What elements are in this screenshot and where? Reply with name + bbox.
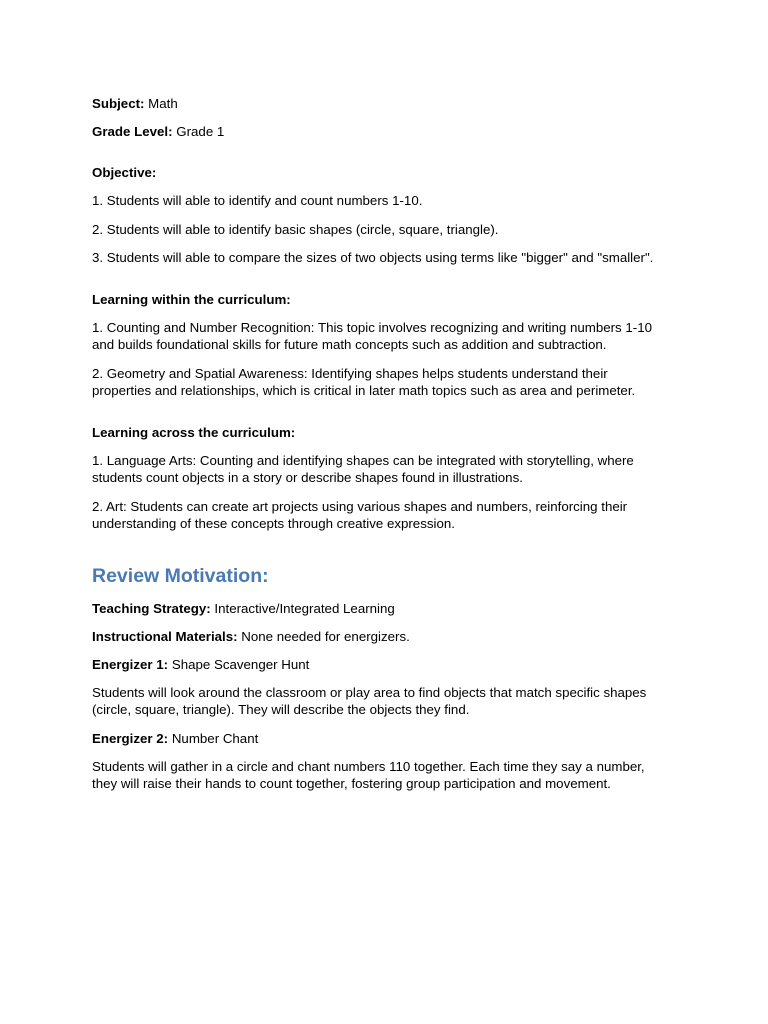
energizer-2-body: Students will gather in a circle and chant numbers 110 together. Each time they say a number, they will raise their hands to count together, fostering group participation and movement. [92, 758, 645, 791]
spacer [92, 544, 668, 564]
learning-within-heading: Learning within the curriculum: [92, 291, 291, 307]
objective-heading: Objective: [92, 165, 157, 180]
energizer-1-line [92, 656, 668, 673]
learning-across-item-1: 1. Language Arts: Counting and identifying shapes can be integrated with storytelling, where students count objects in a story or describe shapes found in illustrations. [92, 452, 634, 485]
review-motivation-heading: Review Motivation: [92, 564, 269, 587]
grade-level-value: Grade 1 [176, 124, 225, 139]
subject-line [92, 95, 668, 112]
objective-item-3: 3. Students will able to compare the sizes of two objects using terms like "bigger" and "smaller". [92, 250, 654, 265]
spacer [92, 278, 668, 291]
objective-item-1: 1. Students will able to identify and count numbers 1-10. [92, 193, 423, 208]
learning-within-item-2: 2. Geometry and Spatial Awareness: Identifying shapes helps students understand their properties and relationships, which is critical in later math topics such as area and perimeter. [92, 365, 636, 398]
energizer-2-label: Energizer 2: [92, 730, 169, 746]
instructional-materials-line [92, 628, 668, 645]
instructional-materials-value: None needed for energizers. [241, 628, 410, 644]
energizer-1-body: Students will look around the classroom or play area to find objects that match specific shapes (circle, square, triangle). They will describe the objects they find. [92, 684, 647, 717]
energizer-2-value: Number Chant [171, 730, 259, 746]
energizer-1-label: Energizer 1: [92, 656, 169, 672]
subject-value: Math [148, 96, 178, 111]
teaching-strategy-value: Interactive/Integrated Learning [214, 600, 395, 616]
objective-item-2: 2. Students will able to identify basic shapes (circle, square, triangle). [92, 221, 499, 237]
spacer [92, 151, 668, 164]
instructional-materials-label: Instructional Materials: [92, 628, 238, 644]
subject-label: Subject: [92, 96, 145, 111]
energizer-1-value: Shape Scavenger Hunt [171, 656, 310, 672]
teaching-strategy-label: Teaching Strategy: [92, 600, 211, 616]
energizer-2-line [92, 730, 668, 747]
spacer [92, 411, 668, 424]
learning-within-item-1: 1. Counting and Number Recognition: This topic involves recognizing and writing numbers 1-10 and builds foundational skills for future math concepts such as addition and subtraction. [92, 319, 653, 352]
grade-level-line [92, 123, 668, 140]
learning-across-item-2: 2. Art: Students can create art projects using various shapes and numbers, reinforcing their understanding of these concepts through creative expression. [92, 498, 628, 531]
teaching-strategy-line [92, 600, 668, 617]
learning-across-heading: Learning across the curriculum: [92, 424, 296, 440]
grade-level-label: Grade Level: [92, 124, 173, 139]
